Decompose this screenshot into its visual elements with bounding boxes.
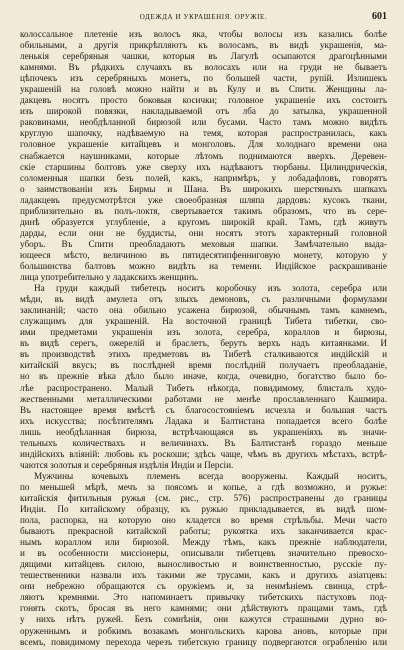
text-line: камнями. Въ рѣдкихъ случаяхъ въ волосахъ или на груди не бываетъ (20, 62, 387, 73)
text-line: жественными металлическими работами не менѣе прославленнаго Кашмира. (20, 393, 387, 404)
text-line: гонять скотъ, бросая въ него камнями; они дѣйствуютъ пращами тамъ, гдѣ (20, 603, 387, 614)
text-line: лѣе распространено. Малый Тибетъ нѣкогда, повидимому, блисталъ худо- (20, 382, 387, 393)
text-line: ихъ искусства; посѣтителямъ Ладака и Балтистана попадается всего болѣе (20, 415, 387, 426)
text-line: ими предметами украшенія изъ золота, серебра, кораллов и бирюзы, (20, 327, 387, 338)
text-line: ющееся мѣсто, величиною въ пятидесятипфенниговую монету, которую у (20, 249, 387, 260)
text-line: обильными, а другія прикрѣпляютъ къ волосамъ, въ видѣ украшенія, ма- (20, 40, 387, 51)
text-line: въ видѣ серегъ, ожерелій и браслетъ, берутъ верхъ надъ китаянками. И (20, 338, 387, 349)
body-text (20, 29, 387, 648)
text-line: по меньшей мѣрѣ, мечъ за поясомъ и копье, а гдѣ возможно, и ружье: (20, 481, 387, 492)
running-head (20, 10, 387, 24)
text-line: круглую шапочку, надѣваемую на темя, которая распространилась, какъ (20, 128, 387, 139)
text-line: они небрежно обращаются съ оружіемъ и, за неимѣніемъ свинца, стрѣ- (20, 581, 387, 592)
text-line: заклинаній; часто она обильно усажена бирюзой, обычнымъ тамъ камнемъ, (20, 305, 387, 316)
text-line: цѣпочекъ изъ серебряныхъ монетъ, по большей части, рупій. Излишекъ (20, 73, 387, 84)
text-line: въ производствѣ этихъ предметовъ въ Тибетѣ сталкиваются индійскій и (20, 349, 387, 360)
page-number: 601 (372, 11, 387, 22)
text-line: индійскихъ вліяній: любовь къ роскоши; здѣсь чаще, чѣмъ въ другихъ мѣстахъ, встрѣ- (20, 448, 387, 459)
text-line: ладакцевъ предусмотрѣтся уже своеобразная шляпа дардовъ: кусокъ ткани, (20, 194, 387, 205)
text-line: украшеній на головѣ можно найти и въ Кулу и въ Спити. Женщины ла- (20, 84, 387, 95)
text-line: Въ настоящее время вмѣстѣ съ благосостояніемъ исчезла и большая частъ (20, 404, 387, 415)
running-title: ОДЕЖДА И УКРАШЕНІЯ. ОРУЖІЕ. (139, 13, 268, 21)
text-line: большинства балтовъ можно видѣть на темени. Индійское раскрашиваніе (20, 260, 387, 271)
text-line: соломенныя шапки безъ полей, какъ, напримѣръ, у лобадафловъ, говорятъ (20, 172, 387, 183)
text-line: ленькія серебряныя чашки, которыя въ Лагулѣ осыпаются драгоцѣнными (20, 51, 387, 62)
text-line: динѣ образуется углубленіе, а кругомъ широкій край. Тамъ, гдѣ живутъ (20, 216, 387, 227)
text-line: мѣди, въ видѣ амулета отъ злыхъ демоновъ, съ различными формулами (20, 294, 387, 305)
text-line: дящими китайцевъ силою, выносливостью и воинственностью, русскіе пу- (20, 559, 387, 570)
text-line: Индіи. По китайскому образцу, къ ружью прикладывается, въ видѣ шом- (20, 504, 387, 515)
text-line: тешественники назвали ихъ такими же трусами, какъ и другихъ азіатцевъ: (20, 570, 387, 581)
text-line: раковинами, необдѣланной бирюзой или бусами. Часто тамъ можно видѣть (20, 117, 387, 128)
text-line: о заимствованіи изъ Бирмы и Шана. Въ широкихъ шерстяныхъ шапкахъ (20, 183, 387, 194)
text-line: китайскія фитильныя ружья (см. рис., стр. 576) распространены до границы (20, 492, 387, 503)
text-line: нымъ кораллом или бирюзой. Между тѣмъ, какъ прежніе наблюдатели, (20, 537, 387, 548)
text-line: пола, распорка, на которую оно кладется во время стрѣльбы. Мечи часто (20, 515, 387, 526)
text-line: китайскій вкусъ; въ послѣдней время послѣдній получаетъ преобладаніе, (20, 360, 387, 371)
text-line: скіе старшины болтовъ уже сверху ихъ надѣваютъ тюрбаны. Цилиндрическія, (20, 161, 387, 172)
text-line: изъ широкой повязки, накладываемой отъ лба до затылка, украшенной (20, 106, 387, 117)
text-line: тельныхъ количествахъ и величинахъ. Въ Балтистанѣ гораздо меньше (20, 437, 387, 448)
text-line: Мужчины кочевыхъ племенъ всегда вооружены. Каждый носитъ, (34, 470, 387, 481)
text-line: головное украшеніе китайцевъ и монголовъ. Для холоднаго времени она (20, 139, 387, 150)
text-line: лишь необдѣланная бирюза, встрѣчающаяся въ украшеніяхъ въ значи- (20, 426, 387, 437)
text-line: снабжается наушниками, которые лѣтомъ поднимаются вверхъ. Деревен- (20, 150, 387, 161)
text-line: но въ прежніе вѣка дѣло было иначе, когда, очевидно, богатство было бо- (20, 371, 387, 382)
text-line: дакцевъ носятъ просто боковыя косички; головное украшеніе ихъ состоитъ (20, 95, 387, 106)
text-line: и въ особенности миссіонеры, описывали тибетцевъ значительно превосхо- (20, 548, 387, 559)
text-line: лица употребительно у ладакскихъ женщинъ. (20, 272, 199, 283)
text-line: дарды, если они не буддисты, они носятъ этотъ характерный головной (20, 227, 387, 238)
text-line: служащимъ для украшеній. На восточной границѣ Тибета тибетки, сво- (20, 316, 387, 327)
text-line: ляютъ кремнями. Это напоминаетъ привычку тибетскихъ пастуховъ под- (20, 592, 387, 603)
text-line: приблизительно въ полъ-локтя, свертывается такимъ образомъ, что въ сере- (20, 205, 387, 216)
text-line: у нихъ нѣтъ ружей. Безъ сомнѣнія, они кажутся страшными дурно во- (20, 614, 387, 625)
text-line: уборъ. Въ Спити преобладаютъ меховыя шапки. Замѣчательно выда- (20, 238, 387, 249)
text-line: чаются золотыя и серебряныя издѣлія Индіи и Персіи. (20, 459, 234, 470)
text-line: всемъ, повидимому перехода черезъ тибетскую границу подвергаются ограбленію или (20, 636, 387, 647)
text-line: На груди каждый тибетецъ носитъ коробочку изъ золота, серебра или (34, 283, 387, 294)
text-line: бываютъ прекрасной китайской работы; рукоятка ихъ заканчивается крас- (20, 526, 387, 537)
text-line: оруженнымъ и робкимъ возакамъ монгольскихъ карова ановъ, которые при (20, 625, 387, 636)
text-line: колоссальное плетеніе изъ волосъ яка, чтобы волосы изъ казались болѣе (20, 29, 387, 39)
